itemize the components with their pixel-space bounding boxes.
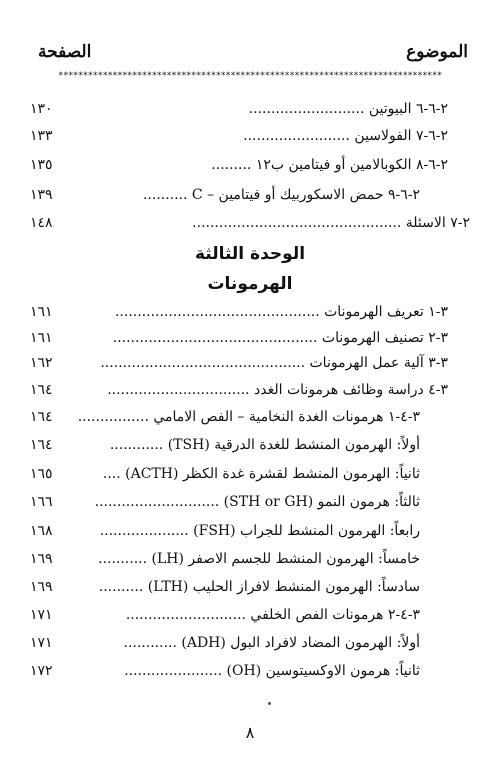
toc-entry (30, 520, 470, 542)
toc-entry-title: ٢-٦-٦ البيوتين .......................... (248, 101, 448, 117)
toc-entry-page: ١٧٢ (30, 663, 53, 679)
footer-dot (268, 702, 271, 705)
toc-entry (30, 434, 470, 456)
toc-entry-title: ثالثاً: هرمون النمو (STH or GH) ............................ (94, 494, 420, 510)
toc-entry (30, 604, 470, 626)
footer-page-number: ٨ (245, 723, 255, 742)
toc-entry-page: ١٣٣ (30, 128, 53, 144)
toc-entry-page: ١٣٠ (30, 101, 53, 117)
toc-entry-title: ثانياً: الهرمون المنشط لقشرة غدة الكظر (ACTH) .... (102, 466, 420, 482)
toc-entry-page: ١٦٤ (30, 409, 53, 425)
toc-entry-page: ١٦١ (30, 330, 53, 346)
star-separator: ****************************************************************************** (58, 71, 442, 81)
toc-entry-title: ٣-٤-١ هرمونات الغدة النخامية – الفص الامامي ................ (77, 409, 420, 425)
toc-entry-page: ١٦٥ (30, 466, 53, 482)
toc-entry-page: ١٦٦ (30, 494, 53, 510)
toc-entry (30, 406, 470, 428)
toc-entry (30, 212, 470, 234)
toc-entry-page: ١٧١ (30, 607, 53, 623)
toc-entry (30, 154, 470, 176)
toc-entry-page: ١٤٨ (30, 215, 53, 231)
toc-entry (30, 463, 470, 485)
toc-entry (30, 98, 470, 120)
toc-entry-title: أولاً: الهرمون المضاد لافراد البول (ADH) ............ (123, 635, 420, 651)
toc-entry-page: ١٣٥ (30, 157, 53, 173)
toc-entry-title: ٢-٦-٧ الفولاسين ........................ (243, 128, 448, 144)
toc-entry-title: ٣-٤-٢ هرمونات الفص الخلفي ........................... (125, 607, 420, 623)
toc-entry (30, 301, 470, 323)
toc-entry-page: ١٧١ (30, 635, 53, 651)
toc-entry-title: ٣-٢ تصنيف الهرمونات .............................................. (112, 330, 448, 346)
toc-entry-title: ٢-٧ الاسئلة ............................................... (192, 215, 470, 231)
toc-entry-title: ٣-٣ آلية عمل الهرمونات .............................................. (100, 355, 448, 371)
header-topic-label: الموضوع (406, 42, 468, 62)
toc-entry-page: ١٦٢ (30, 355, 53, 371)
toc-entry-page: ١٦٩ (30, 579, 53, 595)
toc-entry-title: أولاً: الهرمون المنشط للغدة الدرقية (TSH) ............ (109, 437, 420, 453)
toc-entry-page: ١٦٩ (30, 551, 53, 567)
toc-entry-page: ١٦٨ (30, 523, 53, 539)
toc-entry (30, 184, 470, 206)
toc-entry-title: ٣-١ تعريف الهرمونات .............................................. (114, 304, 448, 320)
toc-entry-title: ثانياً: هرمون الاوكسيتوسين (OH) ...................... (124, 663, 420, 679)
toc-entry-title: ٢-٦-٨ الكوبالامين أو فيتامين ب١٢ ......... (211, 157, 448, 173)
toc-entry-page: ١٦١ (30, 304, 53, 320)
header-page-label: الصفحة (38, 42, 92, 62)
toc-entry (30, 125, 470, 147)
toc-entry-page: ١٣٩ (30, 187, 53, 203)
toc-entry (30, 576, 470, 598)
toc-entry-title: ٣-٤ دراسة وظائف هرمونات الغدد ................................ (107, 382, 448, 398)
toc-entry (30, 548, 470, 570)
toc-entry-title: رابعاً: الهرمون المنشط للجراب (FSH) .................... (99, 523, 420, 539)
toc-entry (30, 491, 470, 513)
toc-entry-title: خامساً: الهرمون المنشط للجسم الاصفر (LH) ........... (98, 551, 420, 567)
toc-entry-title: ٢-٦-٩ حمض الاسكوربيك أو فيتامين – C .......... (142, 187, 420, 203)
toc-entry (30, 327, 470, 349)
toc-entry (30, 632, 470, 654)
toc-entry (30, 379, 470, 401)
toc-entry (30, 660, 470, 682)
toc-entry-page: ١٦٤ (30, 382, 53, 398)
toc-entry (30, 352, 470, 374)
toc-entry-page: ١٦٤ (30, 437, 53, 453)
unit-heading: الوحدة الثالثة (194, 244, 306, 264)
unit-subheading: الهرمونات (207, 274, 293, 294)
toc-entry-title: سادساً: الهرمون المنشط لافراز الحليب (LTH) .......... (98, 579, 420, 595)
